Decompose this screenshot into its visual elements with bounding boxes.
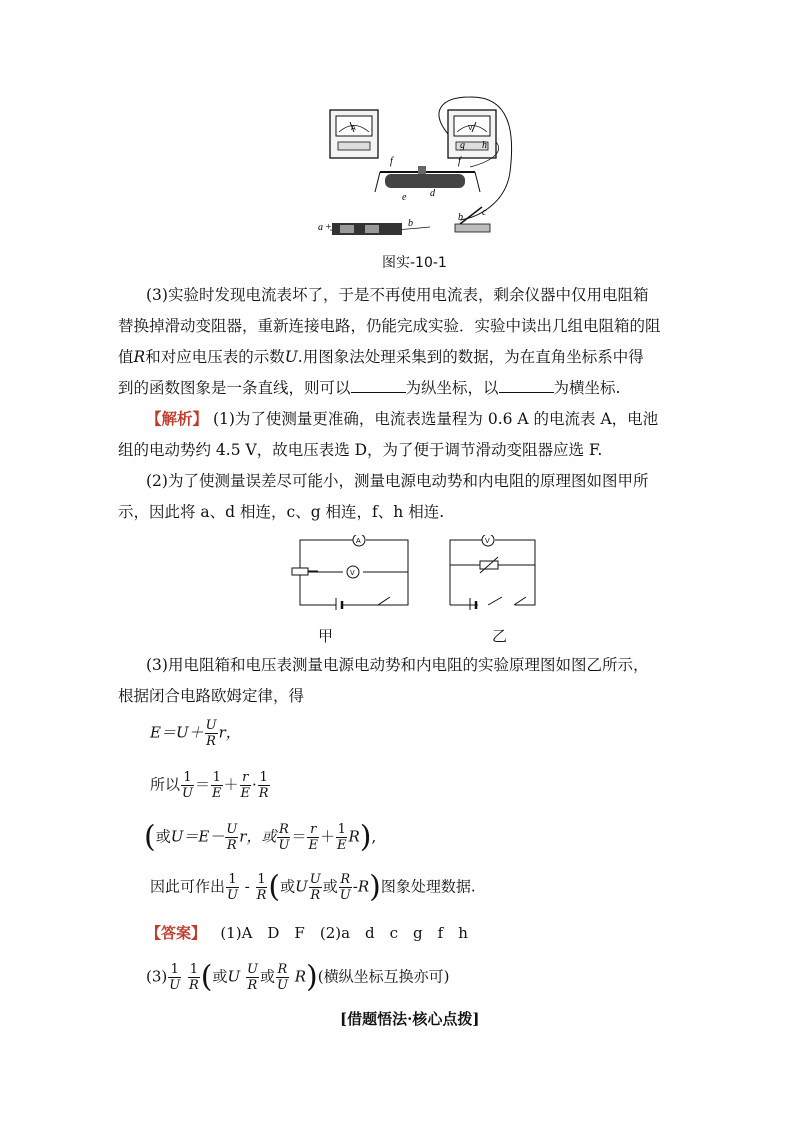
q3-line2: 替换掉滑动变阻器，重新连接电路，仍能完成实验．实验中读出几组电阻箱的阻 <box>118 317 661 335</box>
q3-line3: 值R和对应电压表的示数U.用图象法处理采集到的数据，为在直角坐标系中得 <box>118 348 644 366</box>
rheostat-drawing <box>375 166 480 192</box>
analysis-tag: 【解析】 <box>146 409 209 428</box>
circuit-diagram-b <box>440 535 545 610</box>
equation-3: (或U＝E－ $\frac{U}{R}$ r，或 $\frac{R}{U}$ ＝ $\frac{r}{E}$ ＋ $\frac{1}{E}$ R), <box>144 819 377 855</box>
voltmeter-letter: V <box>468 125 473 132</box>
answer-tag: 【答案】 <box>146 924 207 942</box>
analysis-p2-line2: 示，因此将 a、d 相连，c、g 相连，f、h 相连. <box>118 503 445 521</box>
figure-caption: 图实-10-1 <box>382 255 447 271</box>
label-b2: b <box>458 212 463 223</box>
circuit-a-voltmeter-letter: V <box>350 570 355 577</box>
ammeter-letter: A <box>351 125 356 132</box>
answer-blank-2[interactable] <box>499 378 554 393</box>
q3-line4: 到的函数图象是一条直线，则可以 为纵坐标，以 为横坐标. <box>118 379 621 397</box>
circuit-b-label: 乙 <box>492 627 508 645</box>
analysis-p2-line1: (2)为了使测量误差尽可能小，测量电源电动势和内电阻的原理图如图甲所 <box>146 472 649 490</box>
label-g: g <box>460 140 465 151</box>
label-h: h <box>482 140 487 151</box>
analysis-p3: (3)用电阻箱和电压表测量电源电动势和内电阻的实验原理图如图乙所示， 根据闭合电路欧姆定律，得 <box>118 656 649 705</box>
equation-2: 所以 $\frac{1}{U}$ ＝ $\frac{1}{E}$ ＋ $\frac{r}{E}$ · $\frac{1}{R}$ <box>150 770 269 801</box>
battery-pack-drawing <box>332 223 402 235</box>
answer-blank-1[interactable] <box>351 378 406 393</box>
label-f2: f <box>458 156 461 167</box>
circuit-a-label: 甲 <box>318 627 334 645</box>
experiment-apparatus-figure <box>310 92 530 242</box>
label-a: a <box>318 222 323 233</box>
answer-line-2: (3) $\frac{1}{U}$ $\frac{1}{R}$ (或U $\frac{U}{R}$ 或 $\frac{R}{U}$ R)(横纵坐标互换亦可) <box>146 959 450 995</box>
equation-1: E＝U＋ $\frac{U}{R}$ r， <box>150 718 241 749</box>
label-f1: f <box>390 156 393 167</box>
label-d: d <box>430 188 435 199</box>
analysis-p1-line2: 组的电动势约 4.5 V，故电压表选 D，为了便于调节滑动变阻器应选 F. <box>118 441 603 459</box>
label-c: c <box>482 207 487 218</box>
ammeter-drawing <box>330 110 378 158</box>
label-plus: + <box>325 222 332 233</box>
circuit-b-voltmeter-letter: V <box>485 538 490 545</box>
section-footer-heading: [借题悟法·核心点拨] <box>340 1010 480 1028</box>
label-e: e <box>402 192 407 203</box>
circuit-a-ammeter-letter: A <box>356 538 361 545</box>
circuit-diagram-a <box>288 535 413 610</box>
q3-line1: (3)实验时发现电流表坏了，于是不再使用电流表，剩余仪器中仅用电阻箱 <box>146 286 649 304</box>
label-b1: b <box>408 218 413 229</box>
voltmeter-drawing <box>448 110 496 158</box>
question-3 <box>118 280 678 404</box>
equation-4: 因此可作出 $\frac{1}{U}$ - $\frac{1}{R}$ (或U $\frac{U}{R}$ 或 $\frac{R}{U}$ -R)图象处理数据. <box>150 869 476 905</box>
analysis-section: 【解析】 (1)为了使测量更准确，电流表选量程为 0.6 A 的电流表 A，电池 组的电动势约 4.5 V，故电压表选 D，为了便于调节滑动变阻器应选 F. (2)为了使测量误差尽可能小，测量电源电动势和内电阻的原理图如图甲所 示，因此将 a、d 相连，c、g 相连，f、h 相连. <box>118 403 678 528</box>
answer-line-1: 【答案】 (1)A D F (2)a d c g f h <box>146 924 468 942</box>
